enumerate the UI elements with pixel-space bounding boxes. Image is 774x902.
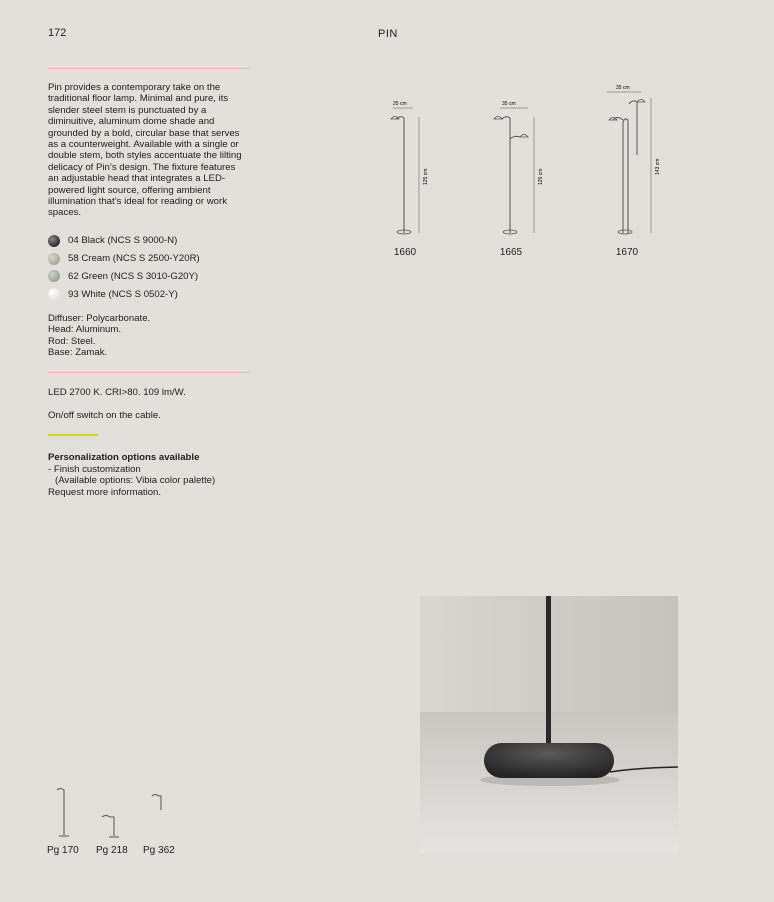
color-label: 93 White (NCS S 0502-Y) [68, 288, 178, 300]
material-diffuser: Diffuser: Polycarbonate. [48, 313, 151, 324]
material-head: Head: Aluminum. [48, 324, 122, 336]
lamp-photo-illustration [420, 596, 678, 854]
personalization-line: (Available options: Vibia color palette) [55, 475, 216, 487]
color-label: 58 Cream (NCS S 2500-Y20R) [68, 253, 200, 265]
model-1665-drawing [490, 95, 550, 240]
related-page-link[interactable]: Pg 218 [96, 845, 128, 856]
divider-top [48, 68, 250, 69]
page-title: PIN [378, 28, 398, 40]
color-option [48, 250, 258, 268]
color-label: 04 Black (NCS S 9000-N) [68, 235, 178, 247]
product-photo [420, 596, 678, 854]
model-code-1665: 1665 [499, 247, 523, 258]
personalization-line: - Finish customization [48, 463, 141, 475]
height-label: 125 cm [423, 168, 429, 185]
materials-list [48, 313, 150, 359]
personalization-link: Request more information. [48, 486, 162, 498]
related-pin-wall-drawing [150, 792, 164, 812]
color-option [48, 232, 258, 250]
model-code-1660: 1660 [393, 247, 417, 258]
height-label: 143 cm [655, 158, 661, 175]
material-base: Base: Zamak. [48, 347, 108, 359]
model-code-1670: 1670 [615, 247, 639, 258]
color-option [48, 268, 258, 286]
related-page-link[interactable]: Pg 362 [143, 845, 175, 856]
personalization-block [48, 452, 215, 498]
color-option [48, 285, 258, 303]
led-spec: LED 2700 K. CRI>80. 109 lm/W. [48, 387, 186, 398]
width-label: 35 cm [502, 101, 516, 107]
divider-middle [48, 372, 250, 373]
product-description: Pin provides a contemporary take on the traditional floor lamp. Minimal and pure, its slender steel stem is punctuated by a diminuitive, aluminum dome shade and grounded by a bold, circular base that serves as a counterweight. Available with a single or double stem, both styles accentuate the lilting delicacy of Pin’s design. The fixture features an adjustable head that integrates a LED-powered light source, offering ambient illumination that’s ideal for reading or work spaces. [48, 82, 242, 219]
width-label: 35 cm [616, 85, 630, 91]
color-swatch [48, 288, 60, 300]
material-rod: Rod: Steel. [48, 335, 96, 347]
color-label: 62 Green (NCS S 3010-G20Y) [68, 270, 199, 282]
color-swatch [48, 270, 60, 282]
page-number: 172 [48, 27, 67, 39]
height-label: 125 cm [538, 168, 544, 185]
width-label: 25 cm [393, 101, 407, 107]
accent-bar [48, 434, 98, 436]
model-1660-drawing [386, 95, 436, 240]
personalization-title: Personalization options available [48, 452, 200, 463]
color-options [48, 232, 258, 303]
color-swatch [48, 253, 60, 265]
color-swatch [48, 235, 60, 247]
related-pin-table-drawing [100, 812, 120, 840]
related-page-link[interactable]: Pg 170 [47, 845, 79, 856]
model-1670-drawing [603, 80, 663, 240]
switch-spec: On/off switch on the cable. [48, 410, 161, 421]
related-pin-drawing [54, 786, 74, 840]
